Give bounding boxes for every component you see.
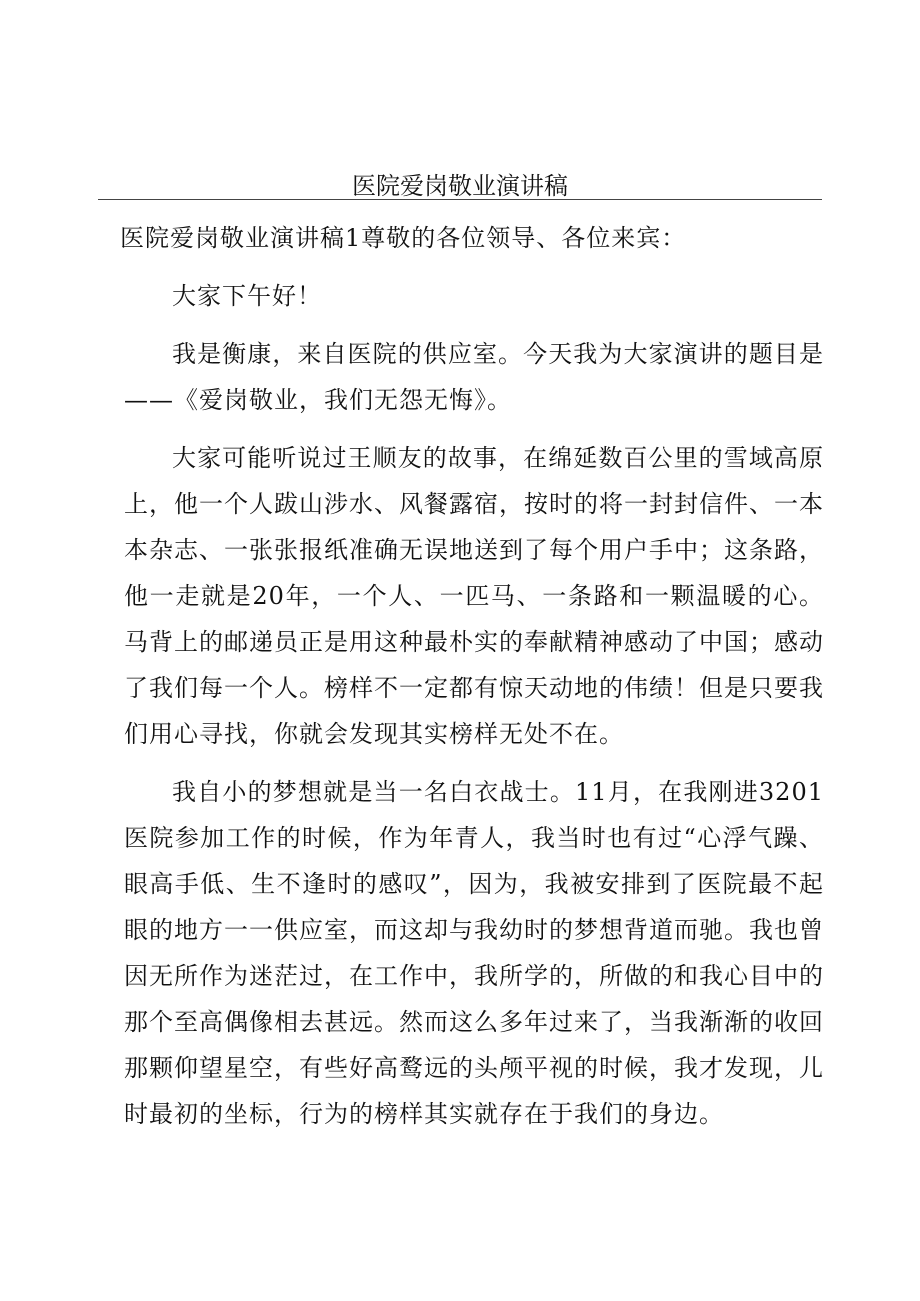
story-paragraph: 大家可能听说过王顺友的故事，在绵延数百公里的雪域高原上，他一个人跋山涉水、风餐露宿，按时的将一封封信件、一本本杂志、一张张报纸准确无误地送到了每个用户手中；这条路，他一走就是20年，一个人、一匹马、一条路和一颗温暖的心。马背上的邮递员正是用这种最朴实的奉献精神感动了中国；感动了我们每一个人。榜样不一定都有惊天动地的伟绩！但是只要我们用心寻找，你就会发现其实榜样无处不在。 (124, 444, 824, 748)
greeting-paragraph: 大家下午好！ (172, 282, 322, 310)
intro-paragraph: 我是衡康，来自医院的供应室。今天我为大家演讲的题目是——《爱岗敬业，我们无怨无悔》。 (124, 340, 824, 414)
dream-paragraph: 我自小的梦想就是当一名白衣战士。11月，在我刚进3201医院参加工作的时候，作为年青人，我当时也有过“心浮气躁、眼高手低、生不逢时的感叹”，因为，我被安排到了医院最不起眼的地方一一供应室，而这却与我幼时的梦想背道而驰。我也曾因无所作为迷茫过，在工作中，我所学的，所做的和我心目中的那个至高偶像相去甚远。然而这么多年过来了，当我渐渐的收回那颗仰望星空，有些好高鹜远的头颅平视的时候，我才发现，儿时最初的坐标，行为的榜样其实就存在于我们的身边。 (124, 778, 824, 1128)
document-title: 医院爱岗敬业演讲稿 (352, 172, 568, 200)
opening-line: 医院爱岗敬业演讲稿1尊敬的各位领导、各位来宾： (120, 224, 687, 252)
title-divider (98, 199, 822, 200)
document-body (120, 215, 824, 1137)
